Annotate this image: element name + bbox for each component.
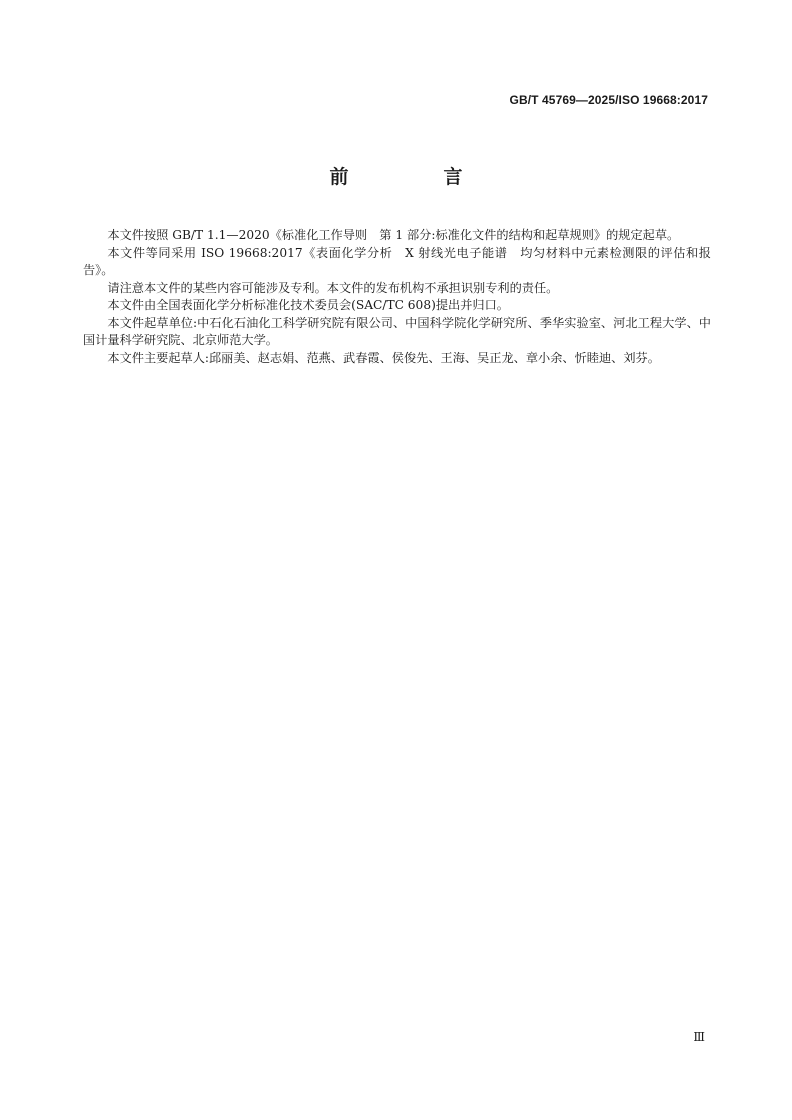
paragraph-committee: 本文件由全国表面化学分析标准化技术委员会(SAC/TC 608)提出并归口。 — [107, 298, 509, 312]
foreword-body — [83, 227, 711, 367]
paragraph-patent-notice: 请注意本文件的某些内容可能涉及专利。本文件的发布机构不承担识别专利的责任。 — [107, 280, 559, 295]
page-title: 前 言 — [329, 166, 501, 188]
standard-code-header: GB/T 45769—2025/ISO 19668:2017 — [509, 93, 708, 107]
paragraph-drafters: 本文件主要起草人:邱丽美、赵志娟、范燕、武春霞、侯俊先、王海、吴正龙、章小余、忻睦迪、刘芬。 — [107, 350, 660, 365]
page-number: Ⅲ — [693, 1030, 705, 1044]
paragraph-drafting-units: 本文件起草单位:中石化石油化工科学研究院有限公司、中国科学院化学研究所、季华实验室、河北工程大学、中国计量科学研究院、北京师范大学。 — [83, 315, 711, 347]
paragraph-iso-adoption: 本文件等同采用 ISO 19668:2017《表面化学分析 X 射线光电子能谱 均匀材料中元素检测限的评估和报告》。 — [83, 245, 711, 277]
paragraph-drafting-rules: 本文件按照 GB/T 1.1—2020《标准化工作导则 第 1 部分:标准化文件的结构和起草规则》的规定起草。 — [107, 228, 680, 242]
